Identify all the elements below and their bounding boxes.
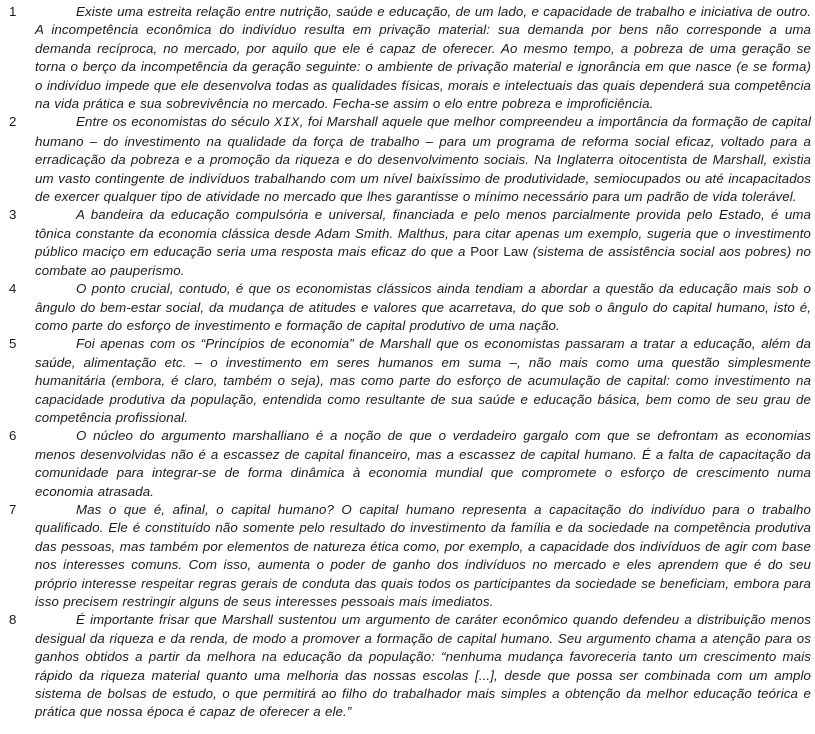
text-segment: XIX [274,115,300,131]
paragraph-row [0,427,815,501]
paragraph-row [0,113,815,206]
text-segment: , foi Marshall aquele que melhor compreendeu a importância da formação de capital humano – do investimento na qualidade da força de trabalho – para um programa de reforma social eficaz, voltado para a erradicação da pobreza e a promoção da riqueza e do desenvolvimento sociais. Na Inglaterra oitocentista de Marshall, existia um vasto contingente de indivíduos trabalhando com um nível baixíssimo de produtividade, semiocupados ou até incapacitados de exercer qualquer tipo de atividade no mercado que lhes garantisse o mínimo necessário para um padrão de vida tolerável. [35,114,811,205]
text-segment: Foi apenas com os “Princípios de economia” de Marshall que os economistas passaram a tratar a educação, além da saúde, alimentação etc. – o investimento em seres humanos em suma –, não mais como uma questão simplesmente humanitária (embora, é claro, também o seja), mas como parte do esforço de acumulação de capital: como investimento na capacidade produtiva da população, entendida como resultante de sua saúde e educação básica, bem como de seu grau de competência profissional. [35,336,811,425]
paragraph-number: 4 [9,281,17,297]
paragraph-text [35,501,811,611]
paragraph-number: 8 [9,612,17,628]
text-segment: Entre os economistas do século [76,114,275,130]
paragraph-number: 5 [9,336,17,352]
paragraph-number: 2 [9,114,17,130]
paragraph-text [35,113,811,206]
paragraph-text [35,280,811,335]
paragraph-row [0,280,815,335]
text-segment: É importante frisar que Marshall sustentou um argumento de caráter econômico quando defendeu a distribuição menos desigual da riqueza e da renda, de modo a promover a formação de capital humano. Seu argumento chama a atenção para os ganhos obtidos a partir da melhora na educação da população: “nenhuma mudança favoreceria tanto um crescimento mais rápido da riqueza material quanto uma melhoria das nossas escolas [...], desde que possa ser combinada com um amplo sistema de bolsas de estudo, o que permitirá ao filho do trabalhador mais simples a obtenção da melhor educação teórica e prática que nossa época é capaz de oferecer a ele.” [35,612,811,720]
paragraph-text [35,611,811,721]
paragraph-text [35,206,811,280]
paragraph-text [35,427,811,501]
paragraph-row [0,206,815,280]
text-segment: O núcleo do argumento marshalliano é a noção de que o verdadeiro gargalo com que se defrontam as economias menos desenvolvidas não é a escassez de capital financeiro, mas a escassez de capital humano. É a falta de capacitação da comunidade para integrar-se de forma dinâmica à economia mundial que compromete o esforço de crescimento numa economia atrasada. [35,428,811,499]
text-segment: Mas o que é, afinal, o capital humano? O capital humano representa a capacitação do indivíduo para o trabalho qualificado. Ele é constituído não somente pelo resultado do investimento da família e da sociedade na competência produtiva das pessoas, mas também por elementos de natureza ética como, por exemplo, a capacidade dos indivíduos de agir com base nos interesses comuns. Com isso, aumenta o poder de ganho dos indivíduos no mercado e eles aprendem que é do seu próprio interesse respeitar regras gerais de conduta das quais todos os participantes da sociedade se beneficiam, embora para isso precisem restringir alguns de seus interesses pessoais mais imediatos. [35,501,811,609]
paragraph-row [0,335,815,427]
text-segment: Existe uma estreita relação entre nutrição, saúde e educação, de um lado, e capacidade de trabalho e iniciativa de outro. A incompetência econômica do indivíduo resulta em privação material: sua demanda por bens não corresponde a uma demanda recíproca, no mercado, por aquilo que ele é capaz de oferecer. Ao mesmo tempo, a pobreza de uma geração se torna o berço da incompetência da geração seguinte: o ambiente de privação material e ignorância em que nasce (e se forma) o indivíduo impede que ele desenvolva todas as qualidades físicas, morais e intelectuais das quais dependerá sua competência na vida prática e sua sobrevivência no mercado. Fecha-se assim o elo entre pobreza e improficiência. [35,4,811,112]
document-body [0,3,815,722]
text-segment: Poor Law [470,244,529,260]
paragraph-text [35,3,811,113]
paragraph-number: 3 [9,207,17,223]
paragraph-row [0,3,815,113]
text-segment: O ponto crucial, contudo, é que os economistas clássicos ainda tendiam a abordar a questão da educação mais sob o ângulo do bem-estar social, da mudança de atitudes e valores que acarretava, do que sob o ângulo do capital humano, isto é, como parte do esforço de investimento e formação de capital produtivo de uma nação. [35,281,811,333]
paragraph-text [35,335,811,427]
paragraph-number: 6 [9,428,17,444]
paragraph-number: 1 [9,4,17,19]
paragraph-row [0,611,815,721]
text-segment: A bandeira da educação compulsória e universal, financiada e pelo menos parcialmente provida pelo Estado, é uma tônica constante da economia clássica desde Adam Smith. Malthus, para citar apenas um exemplo, sugeria que o investimento público maciço em educação seria uma resposta mais eficaz do que a [35,207,811,260]
paragraph-row [0,501,815,611]
paragraph-number: 7 [9,501,17,517]
text-segment: (sistema de assistência social aos pobres) no combate ao pauperismo. [35,244,812,278]
